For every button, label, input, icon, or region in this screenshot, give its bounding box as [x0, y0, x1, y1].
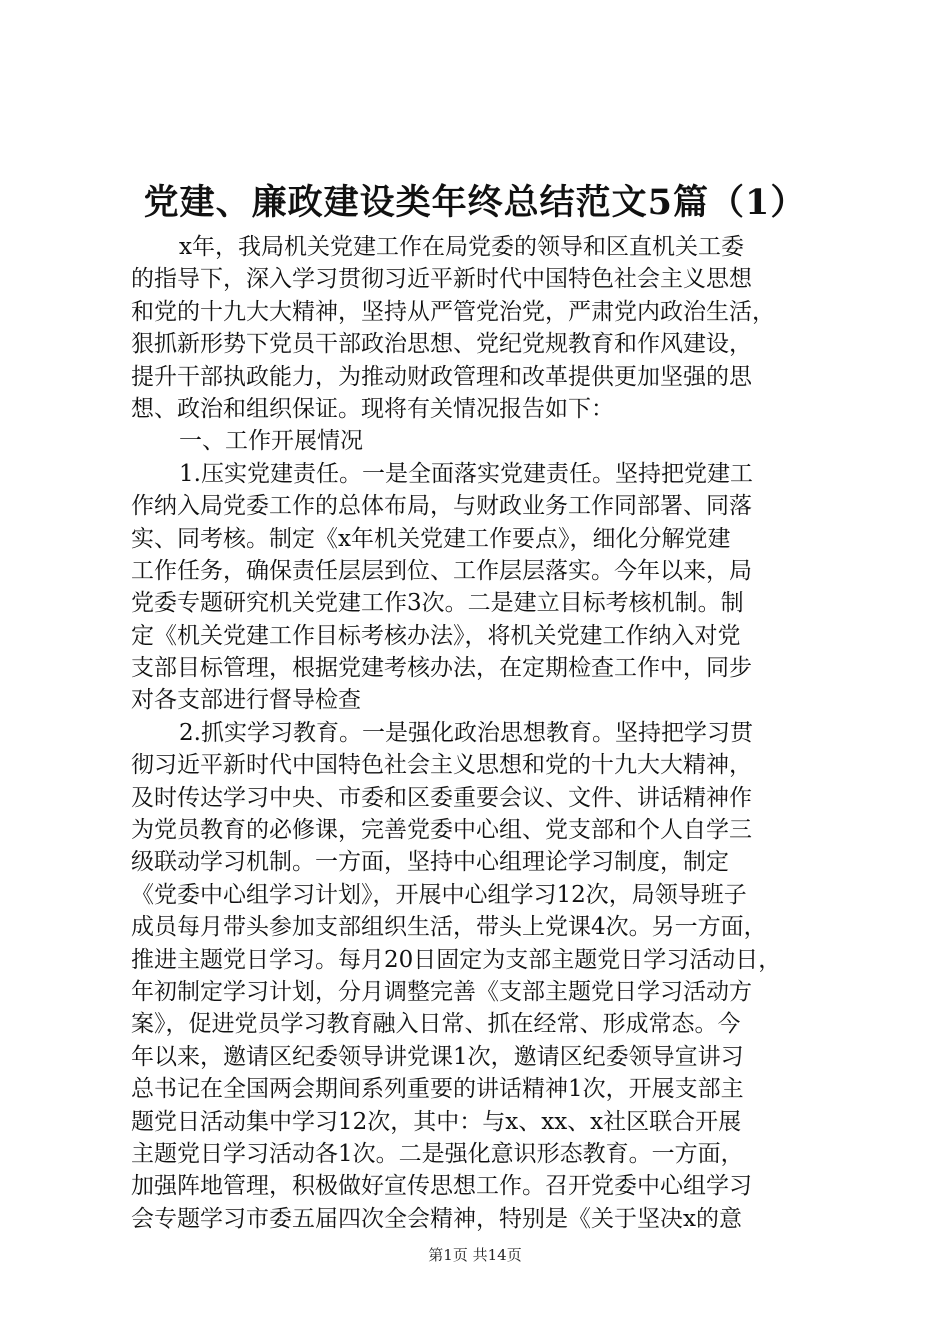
- document-body: [131, 231, 831, 1235]
- body-line: 年初制定学习计划，分月调整完善《支部主题党日学习活动方: [131, 978, 752, 1005]
- body-line: 年以来，邀请区纪委领导讲党课1次，邀请区纪委领导宣讲习: [131, 1043, 744, 1070]
- page-footer: 第1页 共14页: [428, 1246, 522, 1264]
- body-line: 和党的十九大大精神，坚持从严管党治党，严肃党内政治生活，: [131, 298, 775, 325]
- body-line: 加强阵地管理，积极做好宣传思想工作。召开党委中心组学习: [131, 1173, 752, 1200]
- body-line: 案》，促进党员学习教育融入日常、抓在经常、形成常态。今: [131, 1011, 741, 1038]
- body-line: 会专题学习市委五届四次全会精神，特别是《关于坚决x的意: [131, 1205, 742, 1232]
- body-line: 及时传达学习中央、市委和区委重要会议、文件、讲话精神作: [131, 784, 752, 811]
- body-line: 级联动学习机制。一方面，坚持中心组理论学习制度，制定: [131, 849, 729, 876]
- section-heading: 一、工作开展情况: [179, 428, 363, 455]
- body-line: 题党日活动集中学习12次，其中：与x、xx、x社区联合开展: [131, 1108, 742, 1135]
- body-line: x年，我局机关党建工作在局党委的领导和区直机关工委: [179, 234, 744, 260]
- document-title: 党建、廉政建设类年终总结范文5篇（1）: [143, 182, 807, 223]
- body-line: 作纳入局党委工作的总体布局，与财政业务工作同部署、同落: [131, 493, 752, 520]
- body-line: 1.压实党建责任。一是全面落实党建责任。坚持把党建工: [179, 460, 753, 487]
- body-line: 对各支部进行督导检查: [131, 687, 361, 714]
- body-line: 成员每月带头参加支部组织生活，带头上党课4次。另一方面，: [131, 914, 767, 941]
- body-line: 推进主题党日学习。每月20日固定为支部主题党日学习活动日，: [131, 946, 782, 973]
- body-line: 总书记在全国两会期间系列重要的讲话精神1次，开展支部主: [131, 1076, 744, 1103]
- body-line: 的指导下，深入学习贯彻习近平新时代中国特色社会主义思想: [131, 266, 752, 293]
- body-line: 想、政治和组织保证。现将有关情况报告如下：: [131, 395, 614, 422]
- body-line: 支部目标管理，根据党建考核办法，在定期检查工作中，同步: [131, 655, 752, 682]
- body-line: 工作任务，确保责任层层到位、工作层层落实。今年以来，局: [131, 557, 752, 584]
- body-line: 2.抓实学习教育。一是强化政治思想教育。坚持把学习贯: [179, 719, 753, 746]
- body-line: 党委专题研究机关党建工作3次。二是建立目标考核机制。制: [131, 590, 744, 617]
- body-line: 为党员教育的必修课，完善党委中心组、党支部和个人自学三: [131, 817, 752, 844]
- body-line: 《党委中心组学习计划》，开展中心组学习12次，局领导班子: [131, 881, 747, 908]
- body-line: 实、同考核。制定《x年机关党建工作要点》，细化分解党建: [131, 525, 731, 552]
- body-line: 主题党日学习活动各1次。二是强化意识形态教育。一方面，: [131, 1140, 744, 1167]
- body-line: 提升干部执政能力，为推动财政管理和改革提供更加坚强的思: [131, 363, 752, 390]
- body-line: 彻习近平新时代中国特色社会主义思想和党的十九大大精神，: [131, 752, 752, 779]
- body-line: 定《机关党建工作目标考核办法》，将机关党建工作纳入对党: [131, 622, 741, 649]
- body-line: 狠抓新形势下党员干部政治思想、党纪党规教育和作风建设，: [131, 331, 752, 358]
